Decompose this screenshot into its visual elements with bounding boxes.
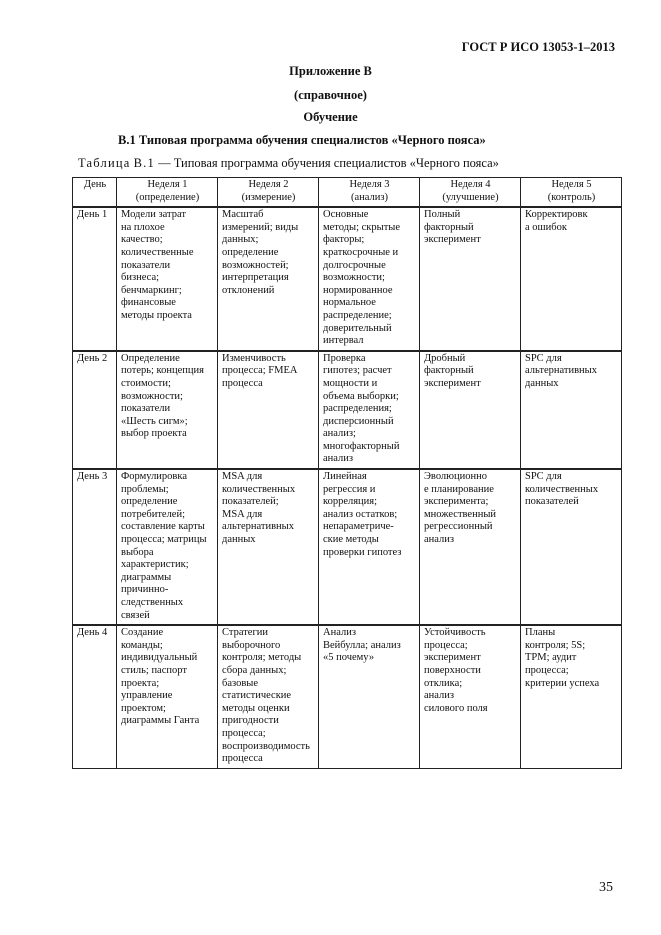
table-cell: Создание команды; индивидуальный стиль; паспорт проекта; управление проектом; диаграммы Ганта xyxy=(117,625,218,768)
page-number: 35 xyxy=(599,880,613,895)
day-cell: День 3 xyxy=(73,469,117,625)
header-week-3: Неделя 3 (анализ) xyxy=(319,178,420,208)
table-row xyxy=(73,625,622,768)
header-week-1: Неделя 1 (определение) xyxy=(117,178,218,208)
table-cell: Изменчивость процесса; FMEA процесса xyxy=(218,351,319,469)
table-cell: SPC для количественных показателей xyxy=(521,469,622,625)
annex-kind: (справочное) xyxy=(294,88,367,102)
table-cell: Полный факторный эксперимент xyxy=(420,207,521,351)
table-caption-label: Таблица xyxy=(78,156,131,170)
table-cell: Анализ Вейбулла; анализ «5 почему» xyxy=(319,625,420,768)
table-cell: Линейная регрессия и корреляция; анализ остатков; непараметриче- ские методы проверки гипотез xyxy=(319,469,420,625)
table-cell: MSA для количественных показателей; MSA для альтернативных данных xyxy=(218,469,319,625)
header-week-4: Неделя 4 (улучшение) xyxy=(420,178,521,208)
table-caption xyxy=(78,156,499,171)
table-cell: Формулировка проблемы; определение потребителей; составление карты процесса; матрицы выбора характеристик; диаграммы причинно- следственных связей xyxy=(117,469,218,625)
standard-designation: ГОСТ Р ИСО 13053-1–2013 xyxy=(461,40,615,54)
table-row xyxy=(73,351,622,469)
table-cell: Модели затрат на плохое качество; количественные показатели бизнеса; бенчмаркинг; финансовые методы проекта xyxy=(117,207,218,351)
table-row xyxy=(73,469,622,625)
day-cell: День 1 xyxy=(73,207,117,351)
header-week-5: Неделя 5 (контроль) xyxy=(521,178,622,208)
table-cell: Стратегии выборочного контроля; методы сбора данных; базовые статистические методы оценки пригодности процесса; воспроизводимость процесса xyxy=(218,625,319,768)
day-cell: День 2 xyxy=(73,351,117,469)
table-cell: Проверка гипотез; расчет мощности и объема выборки; распределения; дисперсионный анализ; многофакторный анализ xyxy=(319,351,420,469)
header-day: День xyxy=(73,178,117,208)
table-cell: Дробный факторный эксперимент xyxy=(420,351,521,469)
table-caption-number: В.1 xyxy=(133,156,155,170)
annex-topic: Обучение xyxy=(303,110,358,124)
table-cell: Определение потерь; концепция стоимости; возможности; показатели «Шесть сигм»; выбор проекта xyxy=(117,351,218,469)
day-cell: День 4 xyxy=(73,625,117,768)
header-week-2: Неделя 2 (измерение) xyxy=(218,178,319,208)
table-cell: Устойчивость процесса; эксперимент поверхности отклика; анализ силового поля xyxy=(420,625,521,768)
table-header-row xyxy=(73,178,622,208)
annex-title: Приложение В xyxy=(289,64,372,78)
table-row xyxy=(73,207,622,351)
table-cell: Планы контроля; 5S; ТРМ; аудит процесса; критерии успеха xyxy=(521,625,622,768)
table-cell: Масштаб измерений; виды данных; определение возможностей; интерпретация отклонений xyxy=(218,207,319,351)
table-cell: Основные методы; скрытые факторы; краткосрочные и долгосрочные возможности; нормированное нормальное распределение; доверительный интервал xyxy=(319,207,420,351)
table-cell: Корректировк а ошибок xyxy=(521,207,622,351)
table-cell: SPC для альтернативных данных xyxy=(521,351,622,469)
table-cell: Эволюционно е планирование эксперимента; множественный регрессионный анализ xyxy=(420,469,521,625)
table-caption-text: — Типовая программа обучения специалистов «Черного пояса» xyxy=(158,156,499,170)
section-title: В.1 Типовая программа обучения специалистов «Черного пояса» xyxy=(118,133,486,147)
training-program-table xyxy=(72,177,622,769)
